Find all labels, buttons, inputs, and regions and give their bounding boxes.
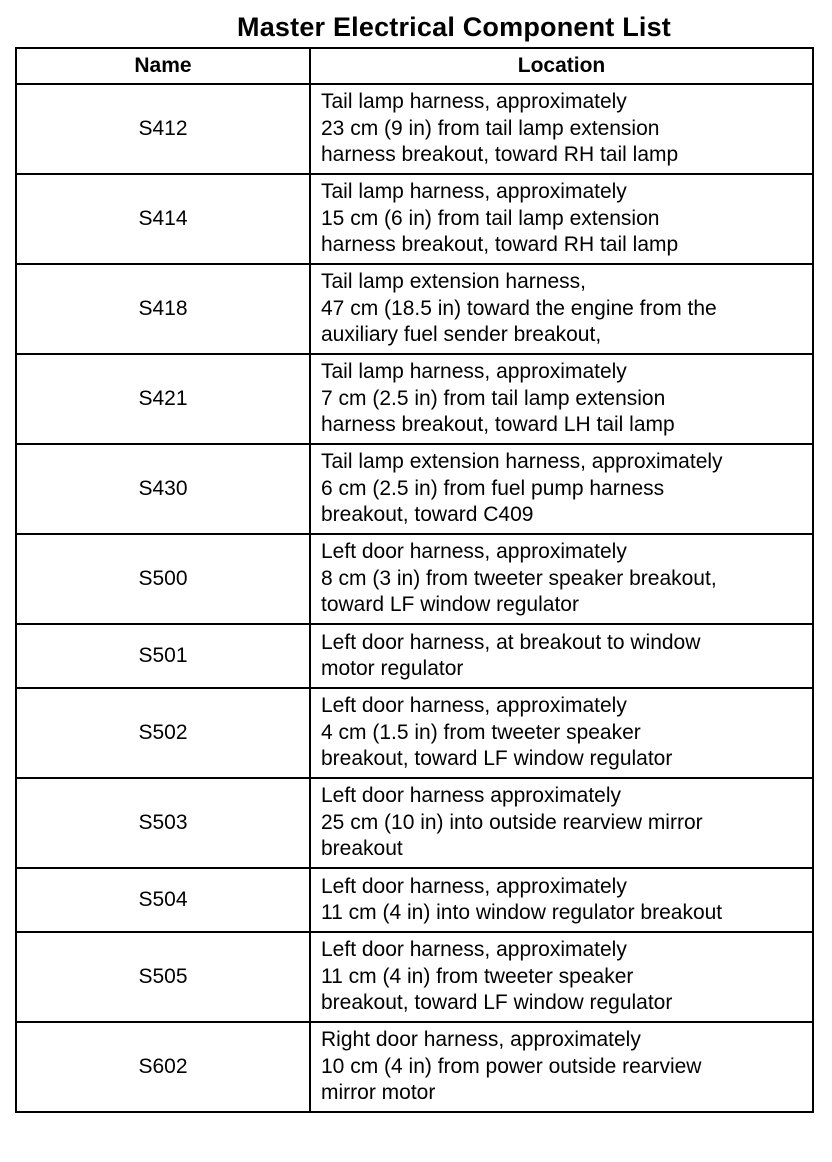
component-name: S412 [16, 84, 310, 174]
component-name: S501 [16, 624, 310, 688]
component-name: S414 [16, 174, 310, 264]
table-header-row [16, 48, 813, 84]
table-row [16, 688, 813, 778]
component-name: S602 [16, 1022, 310, 1112]
table-row [16, 534, 813, 624]
component-name: S502 [16, 688, 310, 778]
component-name: S421 [16, 354, 310, 444]
component-table [15, 47, 814, 1113]
component-location: Tail lamp extension harness, approximately 6 cm (2.5 in) from fuel pump harness breakout, toward C409 [310, 444, 813, 534]
table-row [16, 174, 813, 264]
component-location: Tail lamp harness, approximately 23 cm (9 in) from tail lamp extension harness breakout, toward RH tail lamp [310, 84, 813, 174]
component-location: Tail lamp harness, approximately 7 cm (2.5 in) from tail lamp extension harness breakout, toward LH tail lamp [310, 354, 813, 444]
component-location: Right door harness, approximately 10 cm (4 in) from power outside rearview mirror motor [310, 1022, 813, 1112]
table-row [16, 264, 813, 354]
table-row [16, 868, 813, 932]
component-name: S500 [16, 534, 310, 624]
component-location: Left door harness, approximately 4 cm (1.5 in) from tweeter speaker breakout, toward LF window regulator [310, 688, 813, 778]
table-row [16, 778, 813, 868]
table-row [16, 444, 813, 534]
table-row [16, 932, 813, 1022]
table-row [16, 354, 813, 444]
table-row [16, 624, 813, 688]
component-name: S504 [16, 868, 310, 932]
component-name: S430 [16, 444, 310, 534]
component-name: S505 [16, 932, 310, 1022]
component-location: Left door harness approximately 25 cm (10 in) into outside rearview mirror breakout [310, 778, 813, 868]
column-header-name: Name [16, 48, 310, 84]
component-location: Left door harness, approximately 8 cm (3 in) from tweeter speaker breakout, toward LF window regulator [310, 534, 813, 624]
component-location: Left door harness, at breakout to window motor regulator [310, 624, 813, 688]
table-row [16, 84, 813, 174]
component-location: Tail lamp extension harness, 47 cm (18.5 in) toward the engine from the auxiliary fuel sender breakout, [310, 264, 813, 354]
component-location: Left door harness, approximately 11 cm (4 in) into window regulator breakout [310, 868, 813, 932]
component-name: S418 [16, 264, 310, 354]
component-location: Tail lamp harness, approximately 15 cm (6 in) from tail lamp extension harness breakout, toward RH tail lamp [310, 174, 813, 264]
column-header-location: Location [310, 48, 813, 84]
component-name: S503 [16, 778, 310, 868]
page-title: Master Electrical Component List [237, 12, 671, 42]
table-row [16, 1022, 813, 1112]
component-location: Left door harness, approximately 11 cm (4 in) from tweeter speaker breakout, toward LF window regulator [310, 932, 813, 1022]
